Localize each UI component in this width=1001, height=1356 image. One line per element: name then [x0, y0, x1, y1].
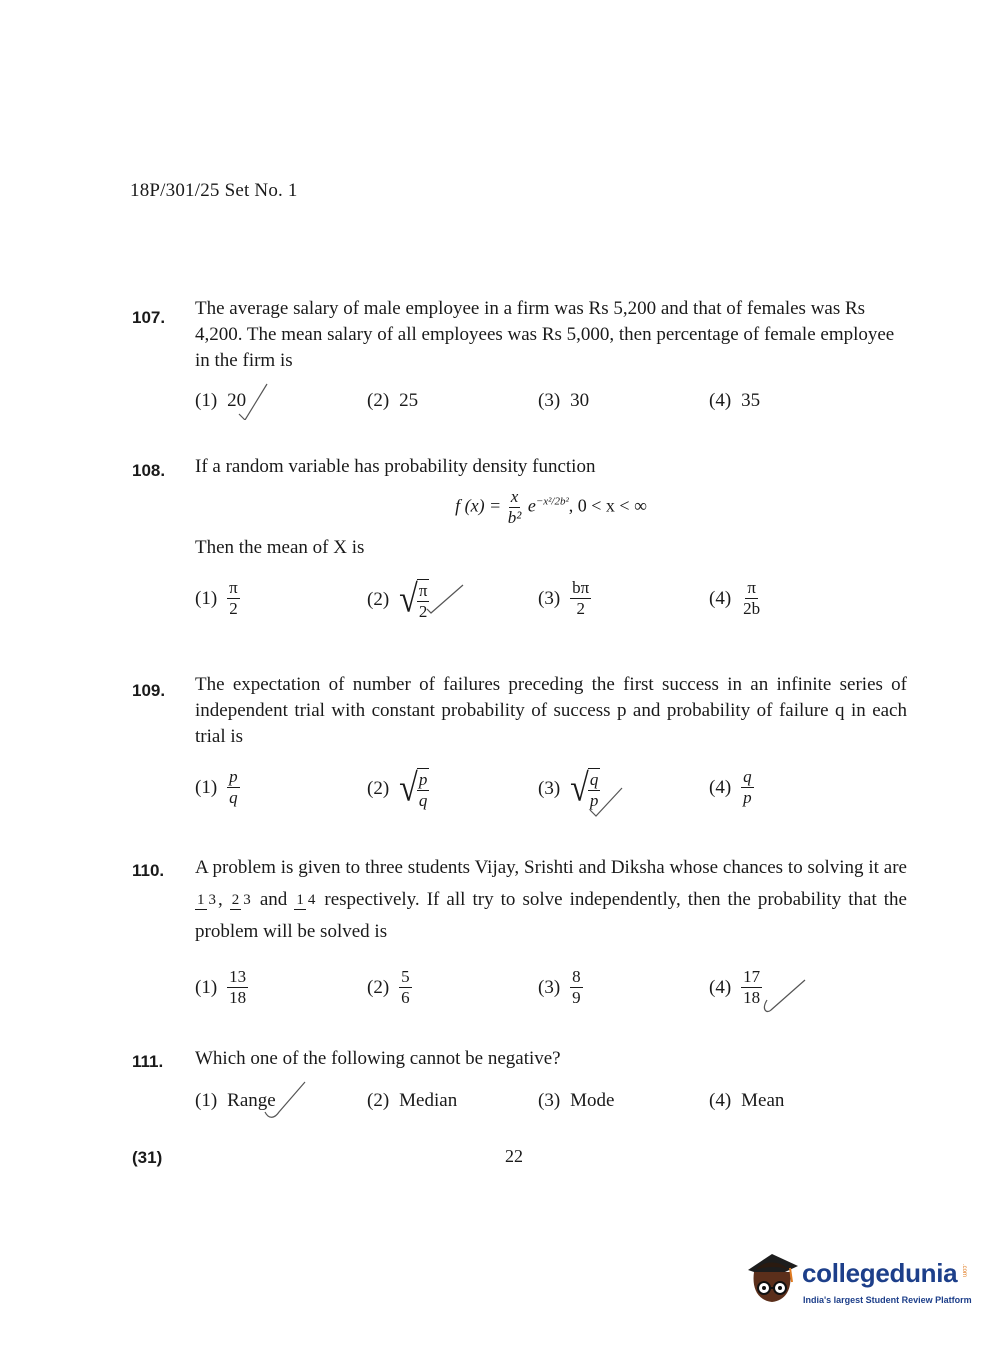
- option-1: (1) $\frac{p}{q}$: [195, 767, 238, 807]
- pdf-formula: f (x) = $\frac{x}{\text{b²}}$ $e^{-x^2/2b^2}$, 0 < x < ∞: [455, 487, 647, 527]
- question-number: 111.: [132, 1052, 164, 1071]
- option-2: (2) √ $\frac{p}{q}$: [367, 767, 428, 810]
- logo-tagline: India's largest Student Review Platform: [803, 1295, 972, 1305]
- question-number: 109.: [132, 681, 166, 700]
- option-4: (4) $\frac{\pi}{2b}$: [709, 578, 761, 618]
- question-text: If a random variable has probability density function: [195, 456, 596, 477]
- question-108: [132, 454, 907, 623]
- option-1: (1) $\frac{\pi}{2}$: [195, 578, 238, 618]
- pencil-tick-mark: [233, 380, 269, 420]
- paper-code: 18P/301/25 Set No. 1: [130, 180, 298, 201]
- question-number: 108.: [132, 461, 166, 480]
- collegedunia-logo: [742, 1248, 972, 1318]
- option-3: (3) Mode: [538, 1090, 615, 1111]
- options: [195, 968, 907, 1012]
- question-text: The average salary of male employee in a firm was Rs 5,200 and that of females was Rs 4,200. The mean salary of all employees was Rs 5,000, then percentage of female employee in the firm is: [195, 298, 895, 371]
- option-1: (1) Range: [195, 1088, 276, 1114]
- question-110: [132, 852, 907, 1012]
- pencil-tick-mark: [586, 782, 626, 818]
- question-text: Which one of the following cannot be negative?: [195, 1048, 561, 1069]
- question-number: 107.: [132, 308, 166, 327]
- pencil-tick-mark: [261, 1078, 309, 1122]
- pencil-tick-mark: [425, 581, 465, 615]
- option-3: (3) $\frac{8}{9}$: [538, 967, 581, 1007]
- question-number: 110.: [132, 861, 165, 880]
- logo-suffix: .com: [961, 1264, 967, 1278]
- option-1: (1) 20: [195, 388, 246, 414]
- question-107: [132, 296, 907, 432]
- option-3: (3) √ $\frac{q}{p}$: [538, 768, 600, 810]
- options: [195, 579, 907, 623]
- logo-wordmark: collegedunia: [802, 1258, 958, 1288]
- mascot-icon: [742, 1248, 802, 1310]
- page-number: 22: [505, 1146, 523, 1166]
- option-2: (2) Median: [367, 1090, 458, 1111]
- booklet-code: (31): [132, 1148, 163, 1167]
- option-3: (3) $\frac{b\pi}{2}$: [538, 578, 590, 618]
- option-2: (2) √ $\frac{\pi}{2}$: [367, 579, 429, 621]
- options: [195, 768, 907, 812]
- option-3: (3) 30: [538, 390, 590, 411]
- question-text-2: Then the mean of X is: [195, 537, 365, 558]
- pencil-tick-mark: [761, 974, 807, 1016]
- option-2: (2) 25: [367, 390, 419, 411]
- option-4: (4) $\frac{17}{18}$: [709, 968, 762, 1007]
- option-4: (4) 35: [709, 390, 761, 411]
- option-4: (4) Mean: [709, 1090, 785, 1111]
- question-111: [132, 1046, 907, 1132]
- question-109: [132, 672, 907, 812]
- question-text: A problem is given to three students Vijay, Srishti and Diksha whose chances to solving it are 1 3 , 2 3 and 1 4 respectively. If all try to solve independently, then the probability that the problem will be solved is: [195, 857, 907, 942]
- option-1: (1) $\frac{13}{18}$: [195, 967, 247, 1007]
- options: [195, 388, 907, 432]
- options: [195, 1088, 907, 1132]
- option-4: (4) $\frac{q}{p}$: [709, 767, 752, 807]
- question-text: The expectation of number of failures preceding the first success in an infinite series of independent trial with constant probability of success p and probability of failure q in each trial is: [195, 674, 907, 747]
- option-2: (2) $\frac{5}{6}$: [367, 967, 410, 1007]
